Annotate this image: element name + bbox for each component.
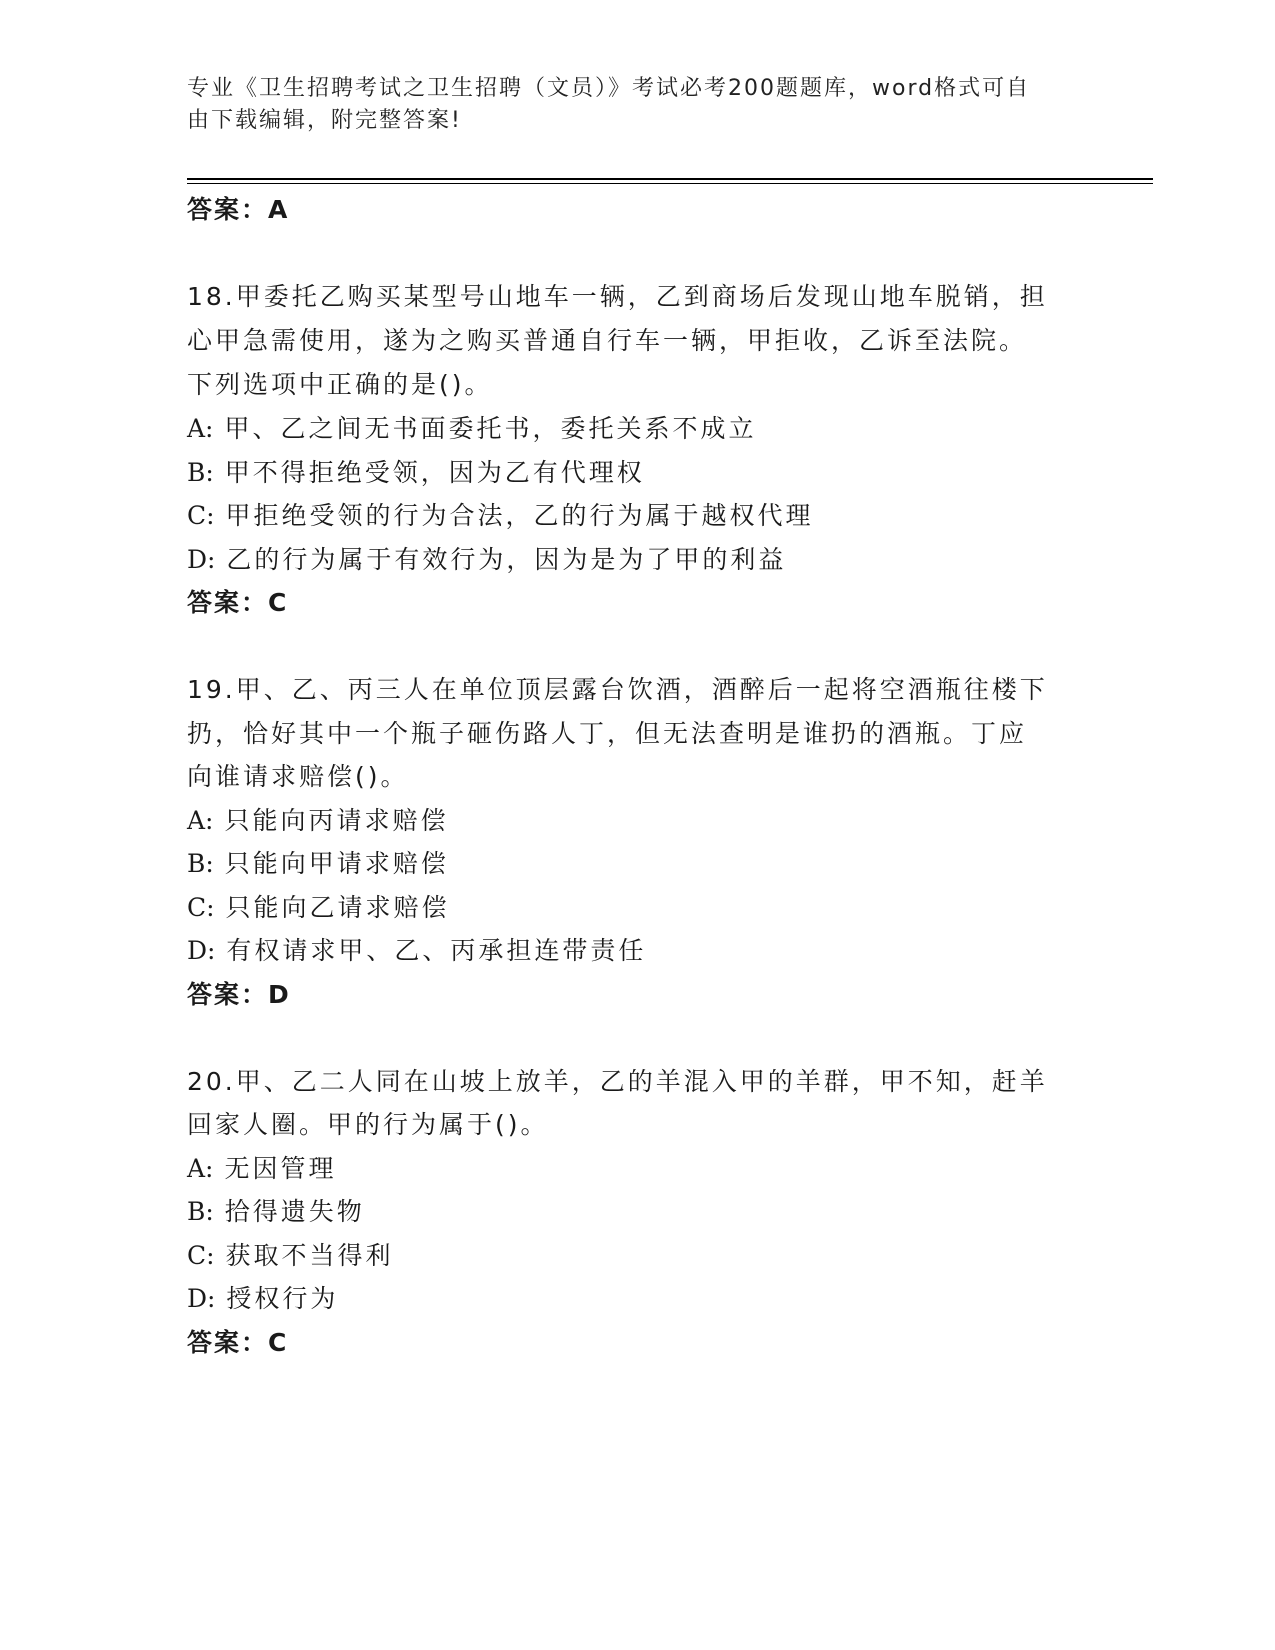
- question-19-option-d: [187, 935, 646, 967]
- question-18-option-a: [187, 413, 756, 445]
- option-text: 只能向丙请求赔偿: [224, 806, 449, 835]
- header-divider-thick: [187, 178, 1153, 180]
- option-text: 甲不得拒绝受领，因为乙有代理权: [224, 458, 645, 487]
- option-text: 获取不当得利: [225, 1241, 394, 1270]
- option-letter: C:: [187, 893, 215, 922]
- question-20-option-d: [187, 1283, 338, 1315]
- option-letter: D:: [187, 545, 216, 574]
- header-line-1: 专业《卫生招聘考试之卫生招聘（文员）》考试必考200题题库，word格式可自: [187, 76, 1031, 101]
- question-18-line-2: 心甲急需使用，遂为之购买普通自行车一辆，甲拒收，乙诉至法院。: [187, 326, 1028, 355]
- option-letter: B:: [187, 458, 214, 487]
- option-letter: C:: [187, 501, 215, 530]
- question-18-option-b: [187, 457, 645, 489]
- option-letter: C:: [187, 1241, 215, 1270]
- question-18-line-1: 18.甲委托乙购买某型号山地车一辆，乙到商场后发现山地车脱销，担: [187, 282, 1048, 311]
- question-18-line-3: 下列选项中正确的是()。: [187, 370, 493, 399]
- option-letter: B:: [187, 849, 214, 878]
- question-19-answer: 答案：D: [187, 980, 291, 1009]
- question-19-line-2: 扔，恰好其中一个瓶子砸伤路人丁，但无法查明是谁扔的酒瓶。丁应: [187, 719, 1028, 748]
- answer-prev-question: 答案：A: [187, 195, 290, 224]
- option-text: 甲拒绝受领的行为合法，乙的行为属于越权代理: [225, 501, 814, 530]
- option-text: 只能向甲请求赔偿: [224, 849, 449, 878]
- option-letter: B:: [187, 1197, 214, 1226]
- option-text: 有权请求甲、乙、丙承担连带责任: [226, 936, 647, 965]
- question-20-option-a: [187, 1153, 336, 1185]
- option-text: 乙的行为属于有效行为，因为是为了甲的利益: [226, 545, 787, 574]
- question-20-option-c: [187, 1240, 394, 1272]
- option-letter: D:: [187, 1284, 216, 1313]
- option-letter: A:: [187, 1154, 214, 1183]
- question-19-option-a: [187, 805, 448, 837]
- option-text: 授权行为: [226, 1284, 339, 1313]
- question-18-answer: 答案：C: [187, 588, 289, 617]
- option-text: 拾得遗失物: [224, 1197, 365, 1226]
- option-letter: D:: [187, 936, 216, 965]
- option-letter: A:: [187, 414, 214, 443]
- question-19-line-1: 19.甲、乙、丙三人在单位顶层露台饮酒，酒醉后一起将空酒瓶往楼下: [187, 675, 1048, 704]
- document-header: [187, 73, 1067, 137]
- question-19-line-3: 向谁请求赔偿()。: [187, 762, 409, 791]
- option-text: 只能向乙请求赔偿: [225, 893, 450, 922]
- header-divider-thin: [187, 183, 1153, 184]
- question-20-line-2: 回家人圈。甲的行为属于()。: [187, 1110, 549, 1139]
- question-20-answer: 答案：C: [187, 1328, 289, 1357]
- question-18-option-d: [187, 544, 786, 576]
- header-line-2: 由下载编辑，附完整答案!: [187, 108, 462, 133]
- option-letter: A:: [187, 806, 214, 835]
- option-text: 无因管理: [224, 1154, 337, 1183]
- question-19-option-b: [187, 848, 449, 880]
- question-18-option-c: [187, 500, 814, 532]
- question-20-line-1: 20.甲、乙二人同在山坡上放羊，乙的羊混入甲的羊群，甲不知，赶羊: [187, 1067, 1048, 1096]
- question-20-option-b: [187, 1196, 365, 1228]
- question-19-option-c: [187, 892, 450, 924]
- option-text: 甲、乙之间无书面委托书，委托关系不成立: [224, 414, 757, 443]
